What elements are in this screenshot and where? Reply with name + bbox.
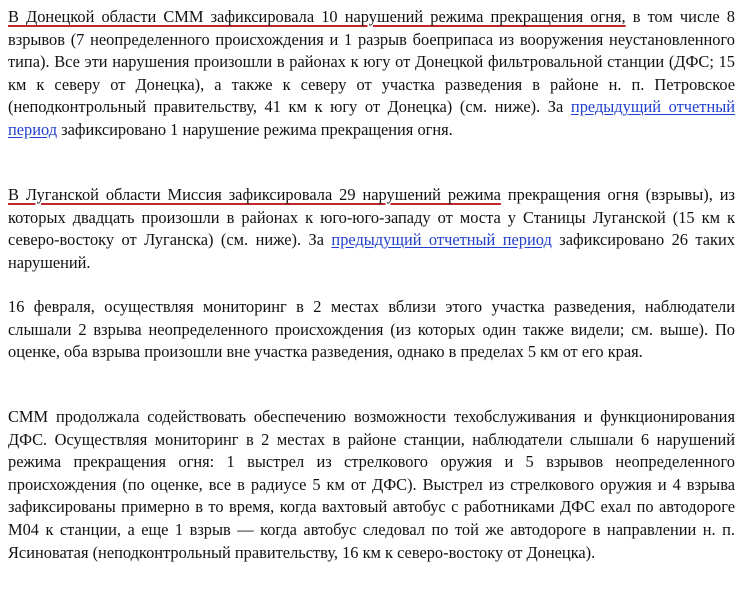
paragraph-text: зафиксировано 1 нарушение режима прекращения огня.	[57, 119, 453, 139]
highlighted-summary-donetsk: В Донецкой области СММ зафиксировала 10 нарушений режима прекращения огня,	[8, 7, 626, 26]
previous-report-link[interactable]: предыдущий отчетный период	[8, 97, 735, 139]
paragraph-text: прекращения огня (взрывы), из которых двадцать произошли в районах к юго-юго-западу от моста у Станицы Луганской (15 км к северо-востоку от Луганска) (см. ниже). За	[8, 185, 735, 250]
paragraph-dfs-monitoring: СММ продолжала содействовать обеспечению возможности техобслуживания и функционирования ДФС. Осуществляя мониторинг в 2 местах в районе станции, наблюдатели слышали 6 нарушений режима прекращения огня: 1 выстрел из стрелкового оружия и 5 взрывов неопределенного происхождения (по оценке, все в радиусе 5 км от ДФС). Выстрел из стрелкового оружия и 4 взрыва зафиксированы примерно в то время, когда вахтовый автобус с работниками ДФС ехал по автодороге М04 к станции, а еще 1 взрыв — когда автобус следовал по той же автодороге в направлении н. п. Ясиноватая (неподконтрольный правительству, 16 км к северо-востоку от Донецка).	[8, 407, 735, 562]
paragraph-text: зафиксировано 26 таких нарушений.	[8, 230, 735, 272]
paragraph-luhansk-violations	[8, 184, 735, 274]
highlighted-summary-luhansk: В Луганской области Миссия зафиксировала 29 нарушений режима	[8, 185, 501, 204]
previous-report-link[interactable]: предыдущий отчетный период	[331, 230, 552, 250]
paragraph-donetsk-violations	[8, 6, 735, 142]
paragraph-disengagement-area: 16 февраля, осуществляя мониторинг в 2 местах вблизи этого участка разведения, наблюдатели слышали 2 взрыва неопределенного происхождения (из которых один также видели; см. выше). По оценке, оба взрыва произошли вне участка разведения, однако в пределах 5 км от его края.	[8, 297, 735, 362]
paragraph-text: в том числе 8 взрывов (7 неопределенного происхождения и 1 разрыв боеприпаса из вооружения неустановленного типа). Все эти нарушения произошли в районах к югу от Донецкой фильтровальной станции (ДФС; 15 км к северу от Донецка), а также к северу от участка разведения в районе н. п. Петровское (неподконтрольный правительству, 41 км к югу от Донецка) (см. ниже). За	[8, 7, 735, 117]
